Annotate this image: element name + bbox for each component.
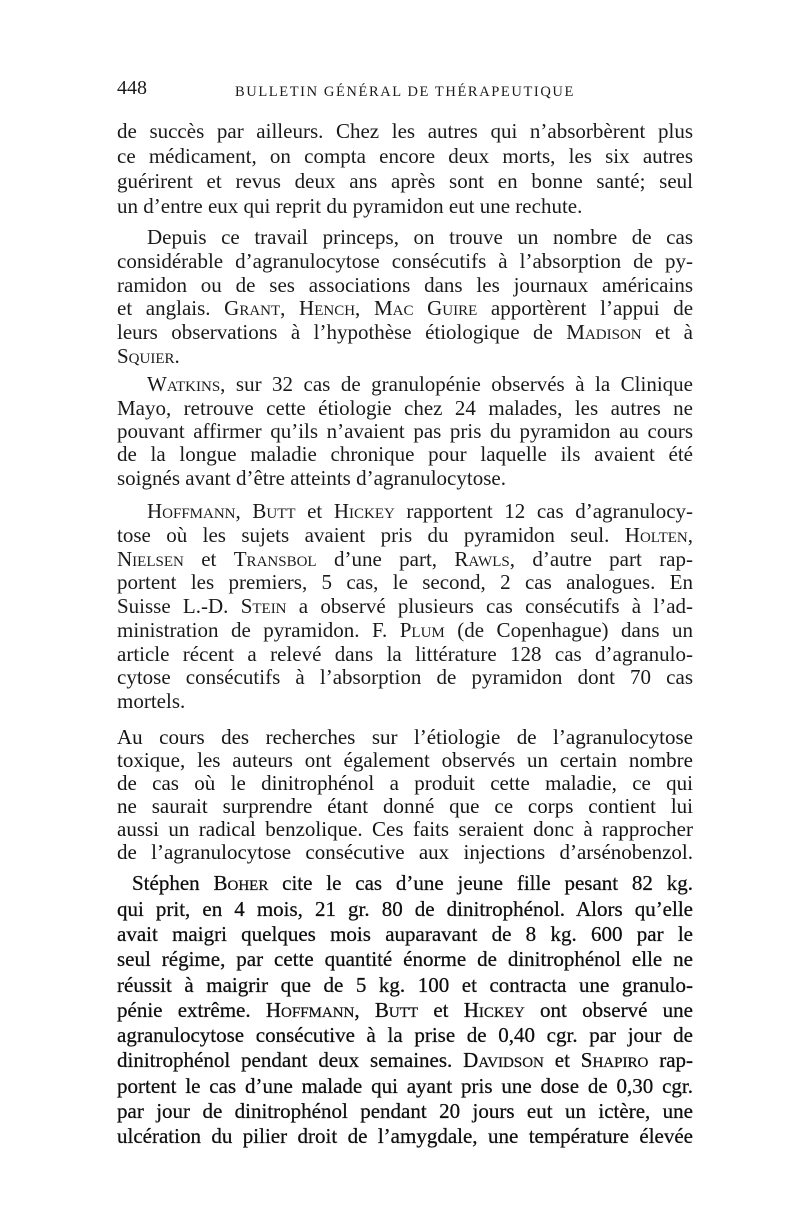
text-run: cytose consécutifs à l’absorption de pyramidon dont 70 cas xyxy=(117,665,693,690)
author-name: Hickey xyxy=(333,499,395,524)
text-line xyxy=(117,998,693,1023)
text-run: ne saurait surprendre étant donné que ce corps contient lui xyxy=(117,793,693,818)
author-name: Madison xyxy=(566,320,642,345)
text-line xyxy=(117,666,693,690)
text-run: ramidon ou de ses associations dans les journaux américains xyxy=(117,272,693,297)
text-line xyxy=(117,467,693,490)
author-name: Holten xyxy=(624,522,688,547)
author-name: Squier xyxy=(117,344,175,369)
text-run: article récent a relevé dans la littérature 128 cas d’agranulo- xyxy=(117,641,693,666)
paragraph xyxy=(117,500,693,714)
text-run: d’une part, xyxy=(316,546,455,571)
author-name: Stein xyxy=(240,594,287,619)
text-line xyxy=(117,595,693,619)
text-run: ont observé une xyxy=(524,997,694,1022)
text-run: (de Copenhague) dans un xyxy=(444,617,693,642)
text-line xyxy=(117,500,693,524)
author-name: Rawls xyxy=(454,546,510,571)
text-line xyxy=(117,1124,693,1149)
text-line xyxy=(117,818,693,841)
text-line xyxy=(117,548,693,572)
text-line xyxy=(117,297,693,321)
text-run: et xyxy=(295,499,334,524)
text-run: rapportent 12 cas d’agranulocy- xyxy=(394,499,694,524)
text-line xyxy=(117,443,693,466)
author-name: Mac Guire xyxy=(373,296,478,321)
text-run: , xyxy=(354,997,375,1022)
text-line xyxy=(117,922,693,947)
text-run: de la longue maladie chronique pour laquelle ils avaient été xyxy=(117,442,693,467)
author-name: Grant xyxy=(224,296,281,321)
text-line xyxy=(117,571,693,595)
text-run: apportèrent l’appui de xyxy=(477,296,694,321)
text-run: , xyxy=(687,522,693,547)
text-line xyxy=(117,1074,693,1099)
text-line xyxy=(117,947,693,972)
paragraph xyxy=(117,119,693,219)
author-name: Davidson xyxy=(463,1048,544,1073)
text-run: avait maigri quelques mois auparavant de 8 kg. 600 par le xyxy=(117,921,693,946)
text-run: soignés avant d’être atteints d’agranulocytose. xyxy=(117,465,506,490)
author-name: Butt xyxy=(374,997,419,1022)
text-line xyxy=(117,321,693,345)
text-run: , xyxy=(235,499,253,524)
text-run: agranulocytose consécutive à la prise de 0,40 cgr. par jour de xyxy=(117,1023,693,1048)
text-run: ce médicament, on compta encore deux morts, les six autres xyxy=(117,143,693,168)
text-run: portent le cas d’une malade qui ayant pris une dose de 0,30 cgr. xyxy=(117,1073,693,1098)
text-run: Suisse L.-D. xyxy=(117,594,241,619)
text-run: pénie extrême. xyxy=(117,997,266,1022)
author-name: Butt xyxy=(252,499,296,524)
author-name: Hoffmann xyxy=(147,499,236,524)
text-run: guérirent et revus deux ans après sont en bonne santé; seul xyxy=(117,168,693,193)
author-name: Hoffmann xyxy=(265,997,355,1022)
text-run: Stéphen xyxy=(132,871,214,896)
text-run: dinitrophénol pendant deux semaines. xyxy=(117,1048,464,1073)
text-run: de succès par ailleurs. Chez les autres qui n’absorbèrent plus xyxy=(117,118,693,143)
text-run: qui prit, en 4 mois, 21 gr. 80 de dinitrophénol. Alors qu’elle xyxy=(117,896,693,921)
text-line xyxy=(117,373,693,396)
author-name: Shapiro xyxy=(580,1048,649,1073)
text-run: , xyxy=(280,296,300,321)
text-run: seul régime, par cette quantité énorme de dinitrophénol elle ne xyxy=(117,947,693,972)
text-run: a observé plusieurs cas consécutifs à l’ad- xyxy=(286,594,694,619)
text-line xyxy=(117,274,693,298)
text-run: Mayo, retrouve cette étiologie chez 24 malades, les autres ne xyxy=(117,395,693,420)
text-run: de l’agranulocytose consécutive aux injections d’arsénobenzol. xyxy=(117,839,693,864)
text-line xyxy=(117,726,693,749)
text-line xyxy=(117,841,693,864)
text-line xyxy=(117,897,693,922)
text-run: aussi un radical benzolique. Ces faits seraient donc à rapprocher xyxy=(117,816,693,841)
text-run: leurs observations à l’hypothèse étiologique de xyxy=(117,320,567,345)
text-line xyxy=(117,795,693,818)
text-run: et anglais. xyxy=(117,296,225,321)
text-line xyxy=(117,524,693,548)
running-title: BULLETIN GÉNÉRAL DE THÉRAPEUTIQUE xyxy=(235,84,575,100)
text-run: , xyxy=(355,296,374,321)
text-run: mortels. xyxy=(117,689,186,714)
author-name: Hench xyxy=(299,296,356,321)
text-line xyxy=(117,119,693,144)
text-run: de cas où le dinitrophénol a produit cette maladie, ce qui xyxy=(117,770,693,795)
text-line xyxy=(117,345,693,369)
text-line xyxy=(117,226,693,250)
author-name: Plum xyxy=(399,617,445,642)
text-run: ulcération du pilier droit de l’amygdale, une température élevée xyxy=(117,1124,693,1149)
text-run: et xyxy=(418,997,464,1022)
text-run: considérable d’agranulocytose consécutifs à l’absorption de py- xyxy=(117,248,693,273)
text-run: et xyxy=(543,1048,581,1073)
author-name: Boher xyxy=(213,871,269,896)
text-run: , sur 32 cas de granulopénie observés à la Clinique xyxy=(220,372,693,397)
text-run: réussit à maigrir que de 5 kg. 100 et contracta une granulo- xyxy=(117,972,693,997)
text-run: Au cours des recherches sur l’étiologie de l’agranulocytose xyxy=(117,724,693,749)
text-run: , d’autre part rap- xyxy=(509,546,693,571)
paragraph xyxy=(117,373,693,489)
text-run: pouvant affirmer qu’ils n’avaient pas pris du pyramidon au cours xyxy=(117,418,693,443)
text-line xyxy=(117,1099,693,1124)
text-run: et à xyxy=(641,320,693,345)
text-line xyxy=(117,194,693,219)
author-name: Hickey xyxy=(463,997,525,1022)
text-line xyxy=(117,397,693,420)
text-line xyxy=(117,973,693,998)
author-name: Watkins xyxy=(147,372,221,397)
text-line xyxy=(117,1023,693,1048)
text-line xyxy=(117,690,693,714)
text-run: cite le cas d’une jeune fille pesant 82 kg. xyxy=(268,871,693,896)
text-line xyxy=(117,643,693,667)
text-line xyxy=(117,871,693,896)
text-run: Depuis ce travail princeps, on trouve un nombre de cas xyxy=(147,225,693,250)
text-run: portent les premiers, 5 cas, le second, 2 cas analogues. En xyxy=(117,570,693,595)
text-run: par jour de dinitrophénol pendant 20 jours eut un ictère, une xyxy=(117,1099,693,1124)
text-run: toxique, les auteurs ont également observés un certain nombre xyxy=(117,747,693,772)
text-line xyxy=(117,250,693,274)
paragraph xyxy=(117,871,693,1149)
text-run: . xyxy=(174,344,180,369)
body-text xyxy=(117,119,693,1150)
text-line xyxy=(117,144,693,169)
author-name: Transbol xyxy=(233,546,317,571)
text-line xyxy=(117,749,693,772)
text-run: ministration de pyramidon. F. xyxy=(117,617,400,642)
text-line xyxy=(117,1048,693,1073)
page-number: 448 xyxy=(117,77,147,99)
text-line xyxy=(117,169,693,194)
text-run: rap- xyxy=(648,1048,694,1073)
text-run: et xyxy=(183,546,234,571)
text-run: un d’entre eux qui reprit du pyramidon eut une rechute. xyxy=(117,193,583,218)
text-line xyxy=(117,420,693,443)
text-line xyxy=(117,772,693,795)
text-run: tose où les sujets avaient pris du pyramidon seul. xyxy=(117,522,625,547)
paragraph xyxy=(117,226,693,369)
text-line xyxy=(117,619,693,643)
author-name: Nielsen xyxy=(117,546,184,571)
paragraph xyxy=(117,726,693,864)
